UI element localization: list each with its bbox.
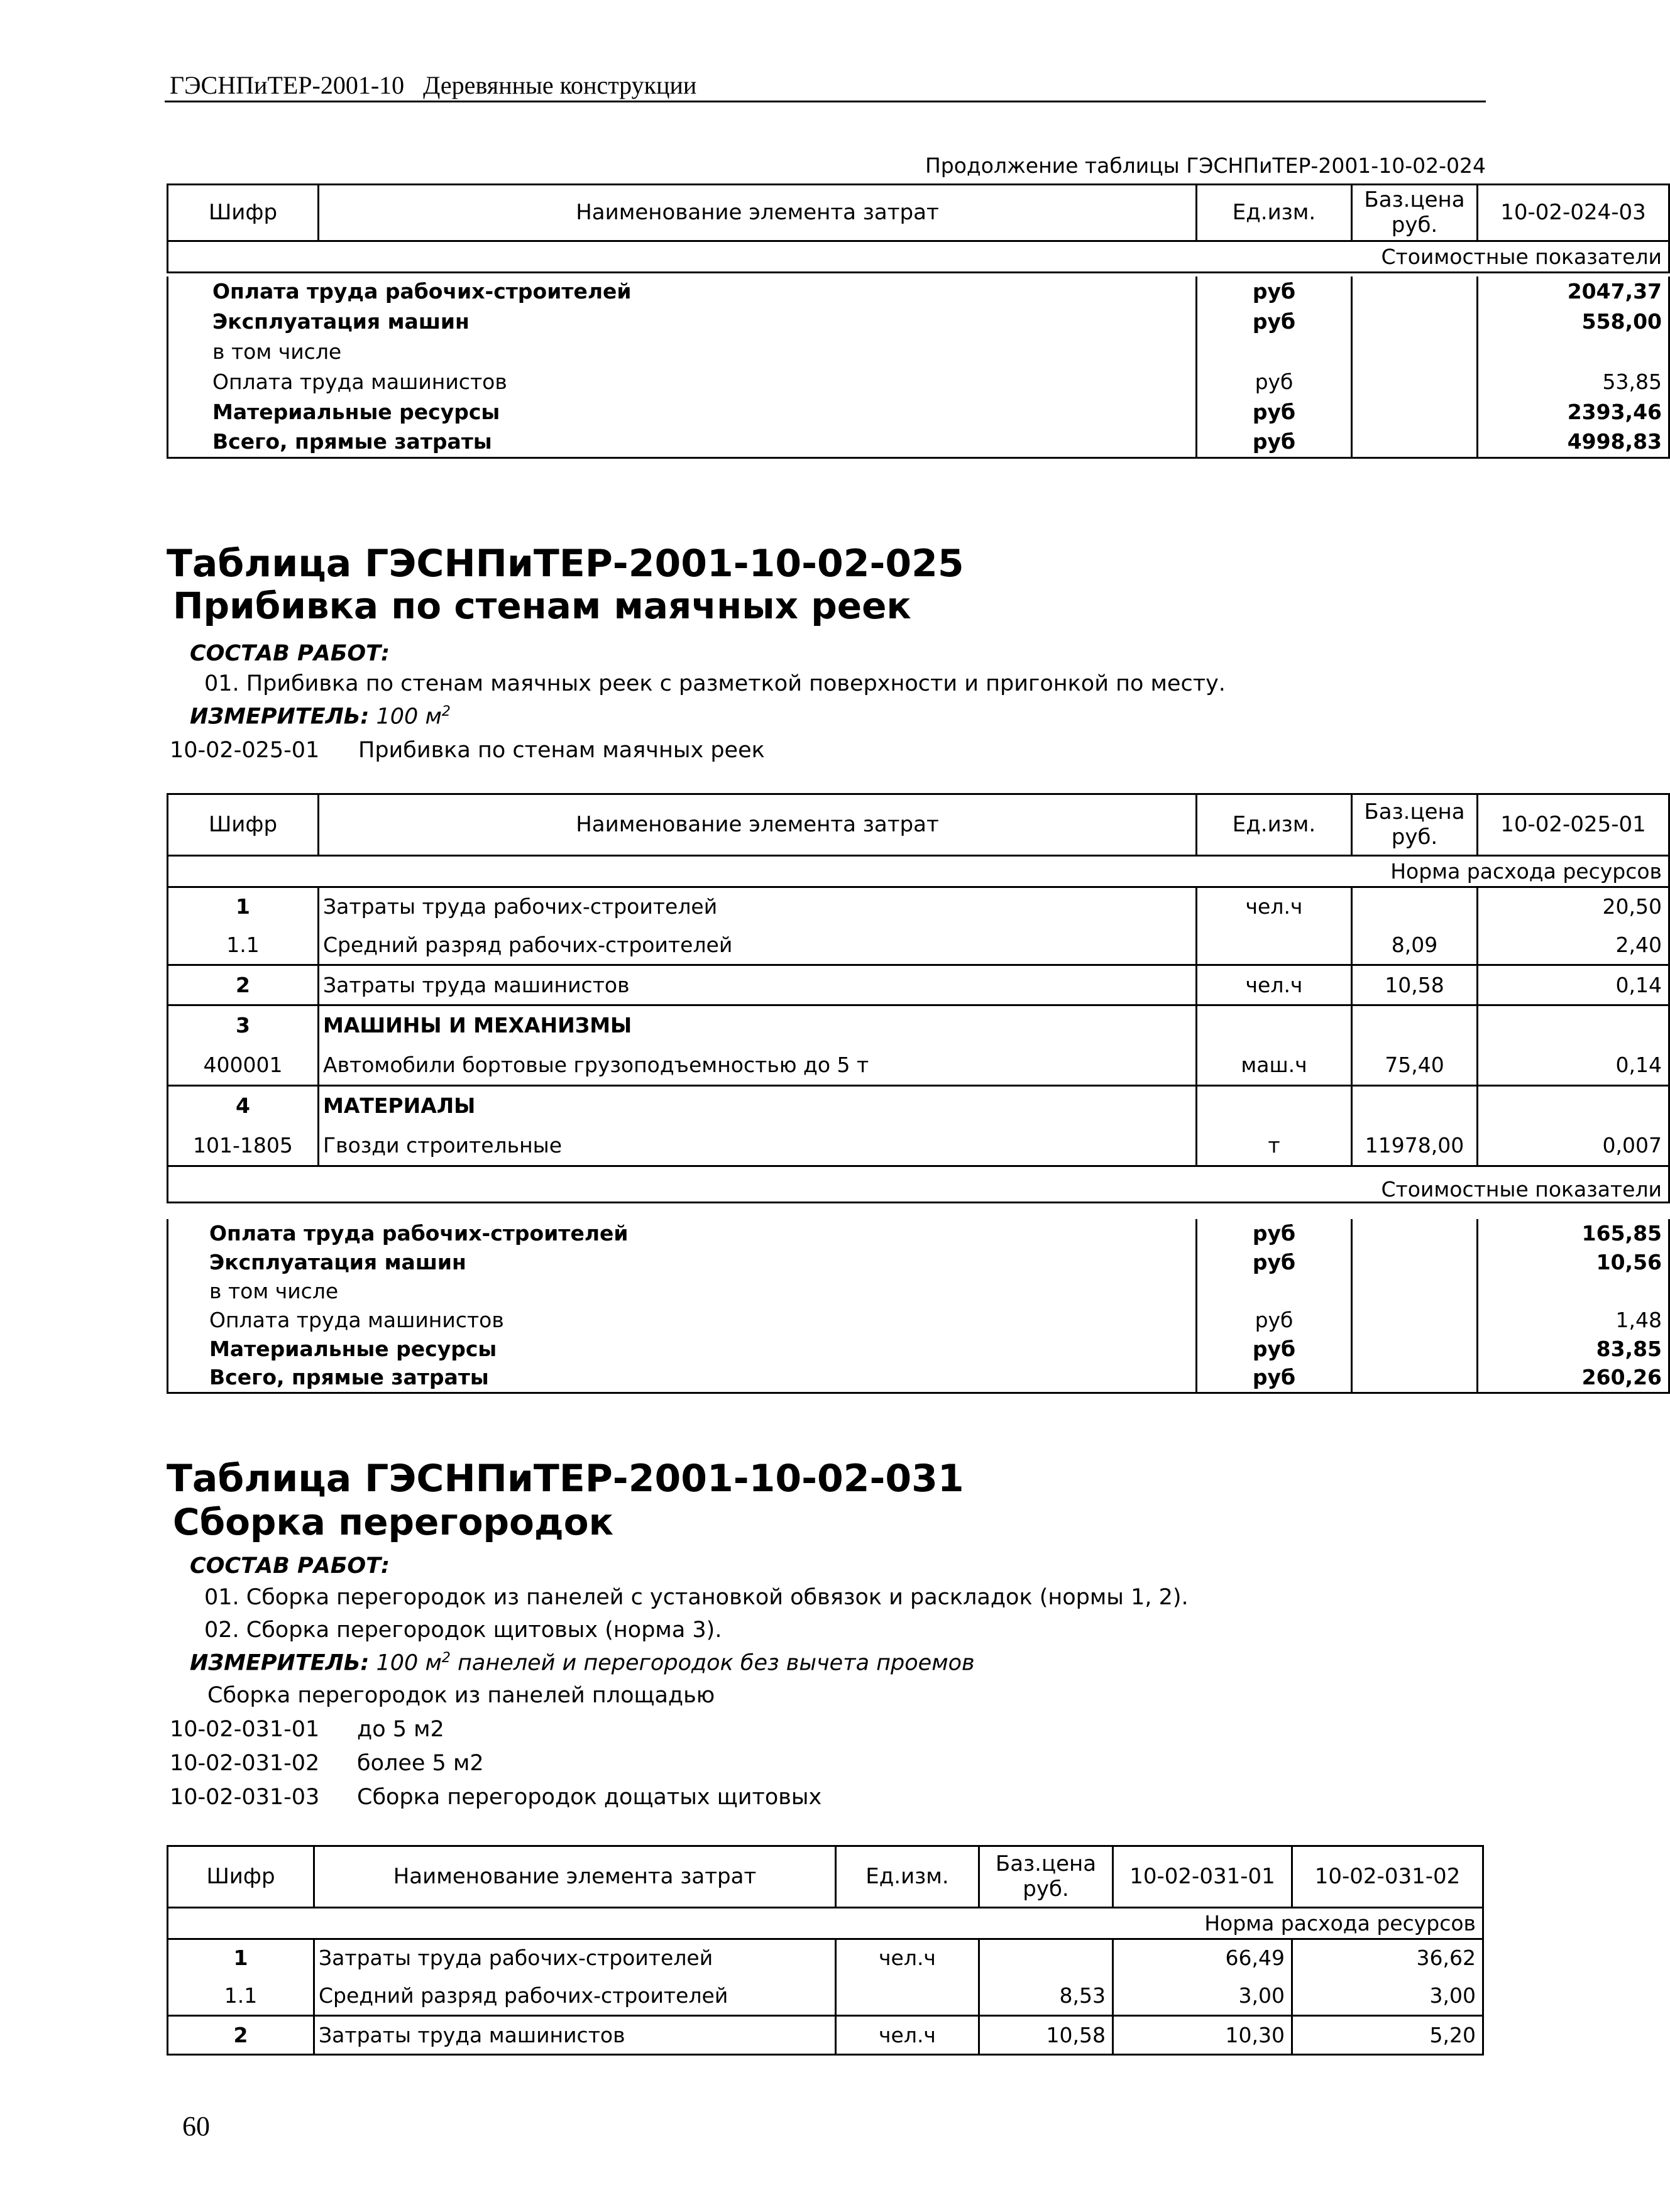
norm-section-row [168,1908,1483,1939]
code-line-3 [170,1785,822,1810]
row-name: МАТЕРИАЛЫ [319,1086,1197,1126]
section-row [168,241,1669,273]
header-title: Деревянные конструкции [423,71,697,99]
cost-row [168,397,1669,427]
cost-value: 260,26 [1478,1364,1669,1393]
code-line [170,738,765,763]
meter-rest: панелей и перегородок без вычета проемов [450,1650,975,1676]
cost-price [1352,1306,1478,1335]
continuation-caption: Продолжение таблицы ГЭСНПиТЕР-2001-10-02-024 [925,153,1486,178]
row-code: 1.1 [168,926,319,965]
col-code-header: Шифр [168,185,319,241]
meter-value: 100 м [376,1650,442,1676]
code-line-name: более 5 м2 [357,1751,484,1776]
col-name-header: Наименование элемента затрат [314,1846,836,1908]
row-price [1352,887,1478,926]
code-line-code: 10-02-031-02 [170,1751,320,1776]
group-line: Сборка перегородок из панелей площадью [207,1683,715,1708]
table-025-costs [167,1219,1670,1394]
cost-value [1478,337,1669,367]
work-composition-label: СОСТАВ РАБОТ: [190,641,390,666]
cost-price [1352,367,1478,397]
code-line-code: 10-02-031-01 [170,1717,320,1742]
table-row [168,1126,1669,1166]
row-name: Затраты труда машинистов [319,965,1197,1005]
norm-section-label: Норма расхода ресурсов [168,1908,1483,1939]
row-value-1: 66,49 [1113,1939,1292,1977]
meter-label: ИЗМЕРИТЕЛЬ: [190,1650,370,1676]
norm-section-row [168,856,1669,887]
cost-row [168,276,1669,307]
cost-price [1352,427,1478,457]
col-name-header: Наименование элемента затрат [319,794,1197,856]
meter-line [190,1650,975,1676]
cost-price [1352,1335,1478,1364]
row-value-2: 3,00 [1292,1977,1483,2016]
table-025-title: Таблица ГЭСНПиТЕР-2001-10-02-025 [167,542,964,586]
col-price-header: Баз.цена руб. [1352,794,1478,856]
code-line-name: Сборка перегородок дощатых щитовых [357,1785,822,1810]
col-price-header: Баз.цена руб. [1352,185,1478,241]
cost-price [1352,1364,1478,1393]
row-unit: чел.ч [1197,887,1352,926]
cost-unit: руб [1197,1248,1352,1277]
row-price: 75,40 [1352,1046,1478,1086]
work-item-2: 02. Сборка перегородок щитовых (норма 3). [204,1618,722,1643]
row-unit: чел.ч [836,1939,979,1977]
row-value: 20,50 [1478,887,1669,926]
row-name: Затраты труда рабочих-строителей [314,1939,836,1977]
cost-row [168,337,1669,367]
row-code: 2 [168,2016,314,2055]
cost-unit: руб [1197,397,1352,427]
row-code: 3 [168,1005,319,1046]
row-code: 2 [168,965,319,1005]
cost-value [1478,1277,1669,1306]
row-price: 10,58 [979,2016,1113,2055]
row-value [1478,1086,1669,1126]
cost-unit: руб [1197,307,1352,337]
row-name: Средний разряд рабочих-строителей [319,926,1197,965]
table-031-title: Таблица ГЭСНПиТЕР-2001-10-02-031 [167,1457,964,1501]
cost-value: 1,48 [1478,1306,1669,1335]
row-name: Средний разряд рабочих-строителей [314,1977,836,2016]
cost-price [1352,1219,1478,1248]
cost-name: Оплата труда рабочих-строителей [212,279,632,304]
row-value-1: 3,00 [1113,1977,1292,2016]
table-024-costs [167,276,1670,459]
row-price [1352,1005,1478,1046]
row-price [979,1939,1113,1977]
cost-name: Материальные ресурсы [212,400,500,425]
meter-label: ИЗМЕРИТЕЛЬ: [190,704,370,730]
row-code: 4 [168,1086,319,1126]
cost-value: 558,00 [1478,307,1669,337]
cost-unit: руб [1197,1364,1352,1393]
header-code: ГЭСНПиТЕР-2001-10 [170,71,405,99]
row-unit: т [1197,1126,1352,1166]
work-item: 01. Прибивка по стенам маячных реек с разметкой поверхности и пригонкой по месту. [204,671,1226,696]
code-line-2 [170,1751,484,1776]
cost-unit: руб [1197,427,1352,457]
work-composition-label: СОСТАВ РАБОТ: [190,1553,390,1579]
cost-name: Оплата труда машинистов [209,1308,504,1333]
row-value-1: 10,30 [1113,2016,1292,2055]
table-row [168,1005,1669,1046]
cost-unit [1197,337,1352,367]
col-unit-header: Ед.изм. [1197,794,1352,856]
col-price-header: Баз.цена руб. [979,1846,1113,1908]
cost-value: 10,56 [1478,1248,1669,1277]
table-row [168,965,1669,1005]
row-code: 1 [168,1939,314,1977]
meter-line [190,704,451,730]
col-value2-header: 10-02-031-02 [1292,1846,1483,1908]
col-value1-header: 10-02-031-01 [1113,1846,1292,1908]
cost-name: Эксплуатация машин [212,309,470,334]
cost-name: Материальные ресурсы [209,1337,497,1362]
code-line-1 [170,1717,444,1742]
cost-name: Оплата труда машинистов [212,370,507,395]
row-code: 400001 [168,1046,319,1086]
cost-unit: руб [1197,367,1352,397]
row-value-2: 5,20 [1292,2016,1483,2055]
row-price: 8,53 [979,1977,1113,2016]
row-value [1478,1005,1669,1046]
cost-value: 2047,37 [1478,276,1669,307]
col-name-header: Наименование элемента затрат [319,185,1197,241]
meter-value: 100 м [376,704,442,730]
cost-value: 165,85 [1478,1219,1669,1248]
row-name: МАШИНЫ И МЕХАНИЗМЫ [319,1005,1197,1046]
cost-row [168,1364,1669,1393]
col-code-header: Шифр [168,1846,314,1908]
code-line-name: до 5 м2 [357,1717,444,1742]
col-code-header: Шифр [168,794,319,856]
page-header [170,70,696,100]
row-value: 0,14 [1478,965,1669,1005]
cost-row [168,1277,1669,1306]
cost-price [1352,1277,1478,1306]
table-row [168,1086,1669,1126]
cost-row [168,307,1669,337]
cost-name: Всего, прямые затраты [212,429,492,454]
cost-unit: руб [1197,1335,1352,1364]
col-value-header: 10-02-025-01 [1478,794,1669,856]
cost-name: Эксплуатация машин [209,1250,466,1275]
row-price: 8,09 [1352,926,1478,965]
cost-price [1352,397,1478,427]
page-number: 60 [182,2111,210,2142]
row-unit: чел.ч [1197,965,1352,1005]
cost-section-row [168,1166,1669,1203]
table-row [168,1046,1669,1086]
cost-row [168,1219,1669,1248]
row-unit [836,1977,979,2016]
col-unit-header: Ед.изм. [836,1846,979,1908]
row-unit [1197,1005,1352,1046]
cost-price [1352,307,1478,337]
cost-row [168,367,1669,397]
table-025 [167,793,1670,1203]
work-item-1: 01. Сборка перегородок из панелей с установкой обвязок и раскладок (нормы 1, 2). [204,1585,1189,1610]
table-031 [167,1845,1484,2056]
cost-value: 83,85 [1478,1335,1669,1364]
cost-row [168,1335,1669,1364]
cost-price [1352,1248,1478,1277]
cost-name: в том числе [209,1279,339,1304]
table-024 [167,183,1670,273]
row-name: Затраты труда рабочих-строителей [319,887,1197,926]
header-rule [165,101,1486,102]
row-value: 2,40 [1478,926,1669,965]
cost-name: Оплата труда рабочих-строителей [209,1221,629,1246]
table-header-row [168,1846,1483,1908]
cost-name: Всего, прямые затраты [209,1365,489,1390]
table-row [168,887,1669,926]
row-unit: маш.ч [1197,1046,1352,1086]
cost-price [1352,337,1478,367]
row-value-2: 36,62 [1292,1939,1483,1977]
norm-section-label: Норма расхода ресурсов [168,856,1669,887]
row-name: Автомобили бортовые грузоподъемностью до 5 т [319,1046,1197,1086]
row-unit: чел.ч [836,2016,979,2055]
cost-unit: руб [1197,1306,1352,1335]
code-line-name: Прибивка по стенам маячных реек [358,738,765,763]
row-name: Затраты труда машинистов [314,2016,836,2055]
table-row [168,1977,1483,2016]
cost-unit: руб [1197,276,1352,307]
row-code: 1.1 [168,1977,314,2016]
cost-name: в том числе [212,339,342,364]
col-value-header: 10-02-024-03 [1478,185,1669,241]
table-header-row [168,185,1669,241]
table-row [168,1939,1483,1977]
table-025-subtitle: Прибивка по стенам маячных реек [173,584,911,627]
cost-value: 2393,46 [1478,397,1669,427]
row-price [1352,1086,1478,1126]
code-line-code: 10-02-031-03 [170,1785,320,1810]
row-code: 1 [168,887,319,926]
cost-value: 53,85 [1478,367,1669,397]
meter-sup: 2 [441,1650,451,1666]
row-unit [1197,1086,1352,1126]
code-line-code: 10-02-025-01 [170,738,320,763]
cost-unit [1197,1277,1352,1306]
row-code: 101-1805 [168,1126,319,1166]
cost-price [1352,276,1478,307]
cost-section-label: Стоимостные показатели [168,1166,1669,1203]
row-unit [1197,926,1352,965]
row-name: Гвозди строительные [319,1126,1197,1166]
section-label: Стоимостные показатели [168,241,1669,273]
col-unit-header: Ед.изм. [1197,185,1352,241]
cost-row [168,427,1669,457]
cost-row [168,1248,1669,1277]
row-value: 0,007 [1478,1126,1669,1166]
table-row [168,926,1669,965]
cost-value: 4998,83 [1478,427,1669,457]
cost-unit: руб [1197,1219,1352,1248]
cost-row [168,1306,1669,1335]
table-header-row [168,794,1669,856]
table-031-subtitle: Сборка перегородок [173,1501,613,1543]
row-value: 0,14 [1478,1046,1669,1086]
meter-sup: 2 [441,704,451,720]
row-price: 11978,00 [1352,1126,1478,1166]
row-price: 10,58 [1352,965,1478,1005]
table-row [168,2016,1483,2055]
